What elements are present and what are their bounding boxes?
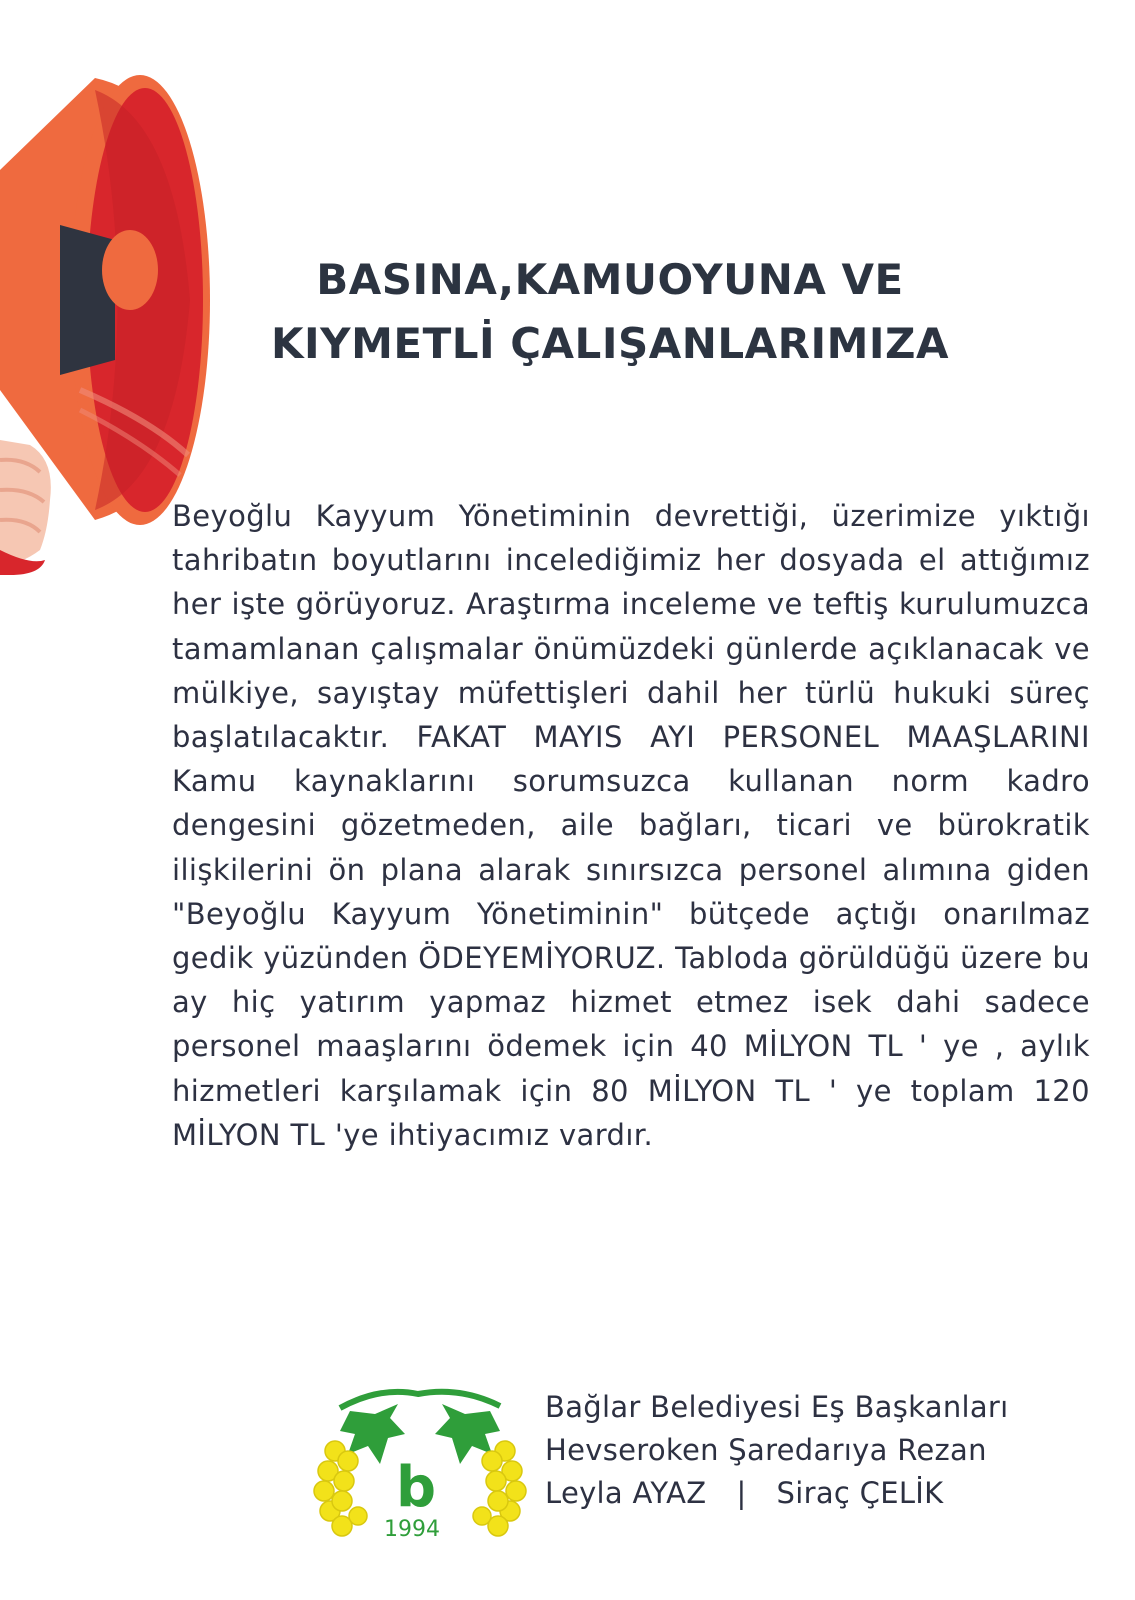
- title-line-1: BASINA,KAMUOYUNA VE: [316, 255, 904, 304]
- logo-year: 1994: [384, 1517, 440, 1542]
- title-line-2: KIYMETLİ ÇALIŞANLARIMIZA: [271, 319, 949, 368]
- page-title: [180, 248, 1040, 376]
- baglar-belediyesi-logo: [310, 1376, 530, 1546]
- signature-name-1: Leyla AYAZ: [545, 1476, 707, 1510]
- signature-line-2: Hevseroken Şaredarıya Rezan: [545, 1433, 987, 1467]
- signature-line-1: Bağlar Belediyesi Eş Başkanları: [545, 1390, 1009, 1424]
- signature-block: [545, 1386, 1009, 1515]
- signature-names: [545, 1472, 1009, 1515]
- signature-name-2: Siraç ÇELİK: [776, 1476, 944, 1510]
- logo-letter: b: [396, 1455, 437, 1520]
- signature-separator: |: [736, 1476, 747, 1510]
- statement-body: Beyoğlu Kayyum Yönetiminin devrettiği, üzerimize yıktığı tahribatın boyutlarını incelediğimiz her dosyada el attığımız her işte görüyoruz. Araştırma inceleme ve teftiş kurulumuzca tamamlanan çalışmalar önümüzdeki günlerde açıklanacak ve mülkiye, sayıştay müfettişleri dahil her türlü hukuki süreç başlatılacaktır. FAKAT MAYIS AYI PERSONEL MAAŞLARINI Kamu kaynaklarını sorumsuzca kullanan norm kadro dengesini gözetmeden, aile bağları, ticari ve bürokratik ilişkilerini ön plana alarak sınırsızca personel alımına giden "Beyoğlu Kayyum Yönetiminin" bütçede açtığı onarılmaz gedik yüzünden ÖDEYEMİYORUZ. Tabloda görüldüğü üzere bu ay hiç yatırım yapmaz hizmet etmez isek dahi sadece personel maaşlarını ödemek için 40 MİLYON TL ' ye , aylık hizmetleri karşılamak için 80 MİLYON TL ' ye toplam 120 MİLYON TL 'ye ihtiyacımız vardır.: [172, 499, 1090, 1152]
